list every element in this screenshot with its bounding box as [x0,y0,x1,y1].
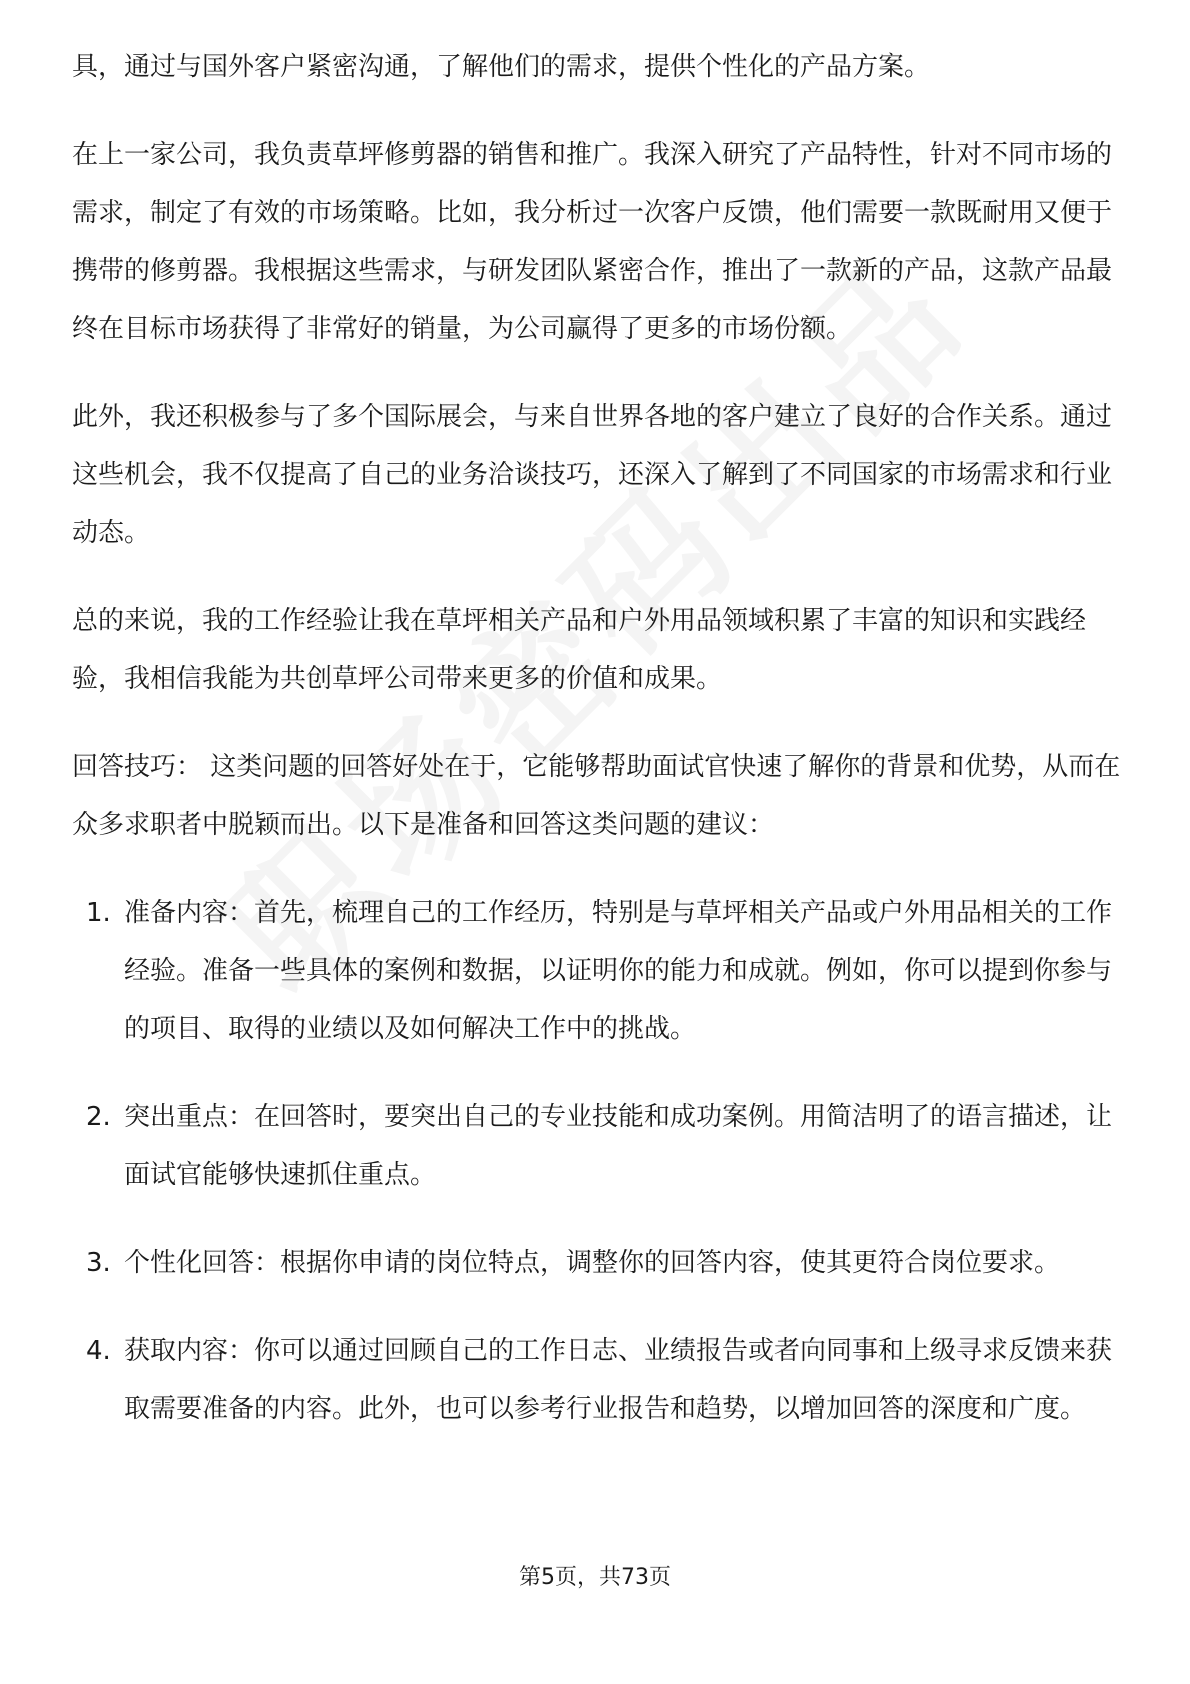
document-body [72,38,1122,1468]
list-item-number: 2. [86,1102,111,1132]
list-item [72,1322,1122,1438]
list-item-text: 突出重点：在回答时，要突出自己的专业技能和成功案例。用简洁明了的语言描述，让面试官能够快速抓住重点。 [124,1102,1113,1190]
paragraph-answer-tips: 回答技巧： 这类问题的回答好处在于，它能够帮助面试官快速了解你的背景和优势，从而在众多求职者中脱颖而出。以下是准备和回答这类问题的建议： [72,752,1121,840]
list-item-text: 获取内容：你可以通过回顾自己的工作日志、业绩报告或者向同事和上级寻求反馈来获取需要准备的内容。此外，也可以参考行业报告和趋势，以增加回答的深度和广度。 [124,1336,1113,1424]
list-item [72,1234,1122,1292]
paragraph-summary: 总的来说，我的工作经验让我在草坪相关产品和户外用品领域积累了丰富的知识和实践经验，我相信我能为共创草坪公司带来更多的价值和成果。 [72,606,1087,694]
paragraph-intro-continuation: 具，通过与国外客户紧密沟通，了解他们的需求，提供个性化的产品方案。 [72,52,931,82]
page-footer: 第5页，共73页 [519,1565,671,1590]
list-item-number: 1. [86,898,111,928]
paragraph-exhibitions: 此外，我还积极参与了多个国际展会，与来自世界各地的客户建立了良好的合作关系。通过这些机会，我不仅提高了自己的业务洽谈技巧，还深入了解到了不同国家的市场需求和行业动态。 [72,402,1113,548]
list-item-number: 3. [86,1248,111,1278]
list-item-text: 个性化回答：根据你申请的岗位特点，调整你的回答内容，使其更符合岗位要求。 [124,1248,1061,1278]
list-item-number: 4. [86,1336,111,1366]
paragraph-previous-company: 在上一家公司，我负责草坪修剪器的销售和推广。我深入研究了产品特性，针对不同市场的需求，制定了有效的市场策略。比如，我分析过一次客户反馈，他们需要一款既耐用又便于携带的修剪器。我根据这些需求，与研发团队紧密合作，推出了一款新的产品，这款产品最终在目标市场获得了非常好的销量，为公司赢得了更多的市场份额。 [72,140,1113,344]
tips-list [72,884,1122,1438]
list-item [72,884,1122,1058]
list-item-text: 准备内容：首先，梳理自己的工作经历，特别是与草坪相关产品或户外用品相关的工作经验。准备一些具体的案例和数据，以证明你的能力和成就。例如，你可以提到你参与的项目、取得的业绩以及如何解决工作中的挑战。 [124,898,1113,1044]
list-item [72,1088,1122,1204]
